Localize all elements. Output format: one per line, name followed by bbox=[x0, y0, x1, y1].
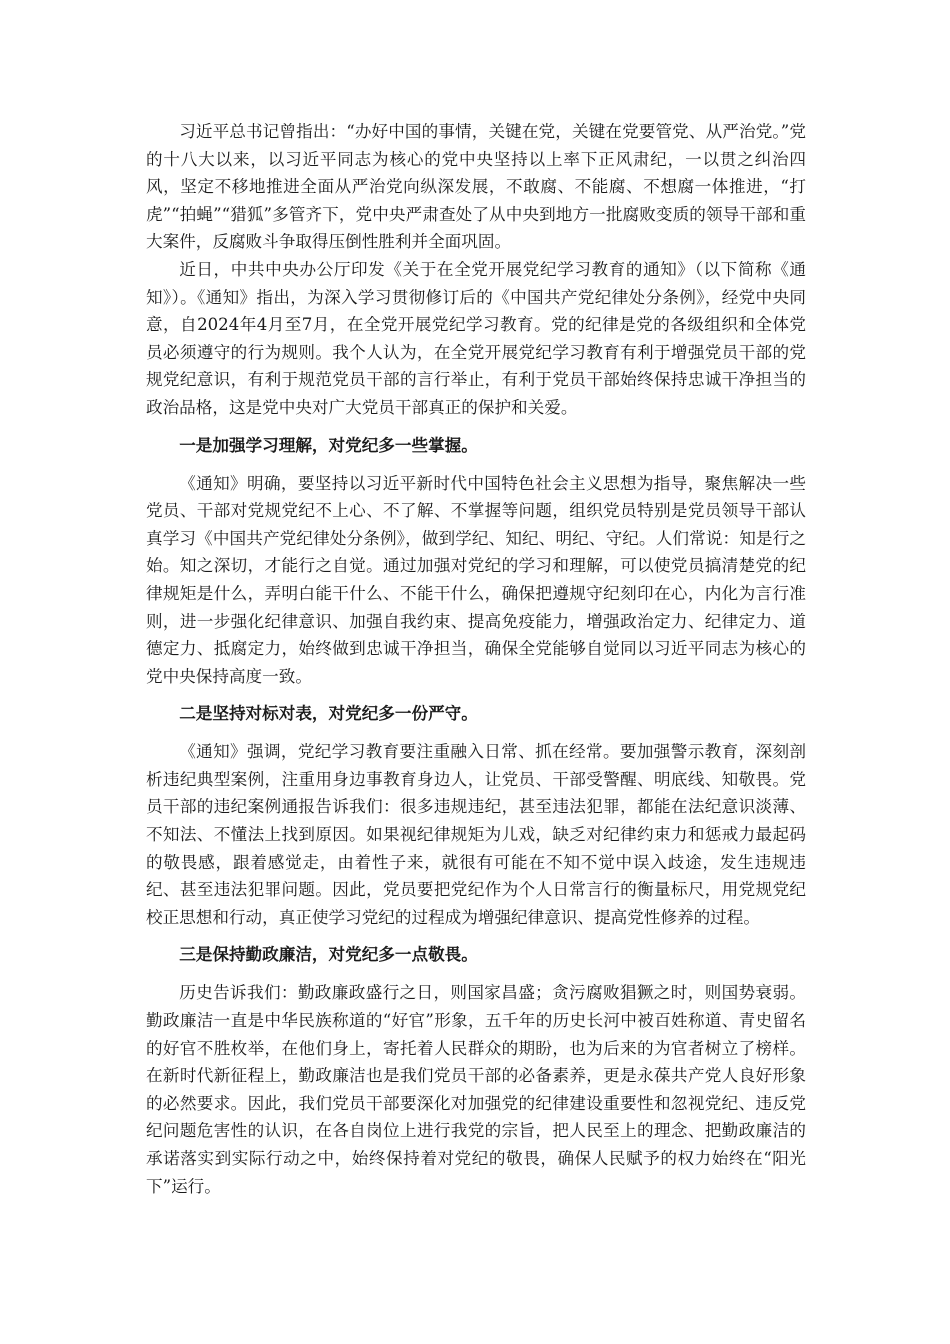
spacer bbox=[146, 690, 806, 696]
document-body bbox=[146, 118, 806, 1200]
paragraph-intro: 习近平总书记曾指出：“办好中国的事情，关键在党，关键在党要管党、从严治党。”党的十八大以来，以习近平同志为核心的党中央坚持以上率下正风肃纪，一以贯之纠治四风，坚定不移地推进全面从严治党向纵深发展，不敢腐、不能腐、不想腐一体推进，“打虎”“拍蝇”“猎狐”多管齐下，党中央严肃查处了从中央到地方一批腐败变质的领导干部和重大案件，反腐败斗争取得压倒性胜利并全面巩固。 bbox=[146, 122, 806, 252]
section-heading-3: 三是保持勤政廉洁，对党纪多一点敬畏。 bbox=[179, 945, 478, 965]
paragraph-section-1: 《通知》明确，要坚持以习近平新时代中国特色社会主义思想为指导，聚焦解决一些党员、干部对党规党纪不上心、不了解、不掌握等问题，组织党员特别是党员领导干部认真学习《中国共产党纪律处分条例》，做到学纪、知纪、明纪、守纪。人们常说：知是行之始。知之深切，才能行之自觉。通过加强对党纪的学习和理解，可以使党员搞清楚党的纪律规矩是什么，弄明白能干什么、不能干什么，确保把遵规守纪刻印在心，内化为言行准则，进一步强化纪律意识、加强自我约束、提高免疫能力，增强政治定力、纪律定力、道德定力、抵腐定力，始终做到忠诚干净担当，确保全党能够自觉同以习近平同志为核心的党中央保持高度一致。 bbox=[146, 473, 806, 686]
paragraph-notice: 近日，中共中央办公厅印发《关于在全党开展党纪学习教育的通知》（以下简称《通知》）。《通知》指出，为深入学习贯彻修订后的《中国共产党纪律处分条例》，经党中央同意，自2024年4月至7月，在全党开展党纪学习教育。党的纪律是党的各级组织和全体党员必须遵守的行为规则。我个人认为，在全党开展党纪学习教育有利于增强党员干部的党规党纪意识，有利于规范党员干部的言行举止，有利于党员干部始终保持忠诚干净担当的政治品格，这是党中央对广大党员干部真正的保护和关爱。 bbox=[146, 259, 806, 417]
section-heading-1: 一是加强学习理解，对党纪多一些掌握。 bbox=[179, 435, 478, 455]
spacer bbox=[146, 422, 806, 428]
section-heading-2: 二是坚持对标对表，对党纪多一份严守。 bbox=[179, 704, 478, 724]
paragraph-section-3: 历史告诉我们：勤政廉政盛行之日，则国家昌盛；贪污腐败猖獗之时，则国势衰弱。勤政廉洁一直是中华民族称道的“好官”形象，五千年的历史长河中被百姓称道、青史留名的好官不胜枚举，在他们身上，寄托着人民群众的期盼，也为后来的为官者树立了榜样。在新时代新征程上，勤政廉洁也是我们党员干部的必备素养，更是永葆共产党人良好形象的必然要求。因此，我们党员干部要深化对加强党的纪律建设重要性和忽视党纪、违反党纪问题危害性的认识，在各自岗位上进行我党的宗旨，把人民至上的理念、把勤政廉洁的承诺落实到实际行动之中，始终保持着对党纪的敬畏，确保人民赋予的权力始终在“阳光下”运行。 bbox=[146, 983, 806, 1196]
spacer bbox=[146, 931, 806, 937]
paragraph-section-2: 《通知》强调，党纪学习教育要注重融入日常、抓在经常。要加强警示教育，深刻剖析违纪典型案例，注重用身边事教育身边人，让党员、干部受警醒、明底线、知敬畏。党员干部的违纪案例通报告诉我们：很多违规违纪，甚至违法犯罪，都能在法纪意识淡薄、不知法、不懂法上找到原因。如果视纪律规矩为儿戏，缺乏对纪律约束力和惩戒力最起码的敬畏感，跟着感觉走，由着性子来，就很有可能在不知不觉中误入歧途，发生违规违纪、甚至违法犯罪问题。因此，党员要把党纪作为个人日常言行的衡量标尺，用党规党纪校正思想和行动，真正使学习党纪的过程成为增强纪律意识、提高党性修养的过程。 bbox=[146, 742, 806, 927]
